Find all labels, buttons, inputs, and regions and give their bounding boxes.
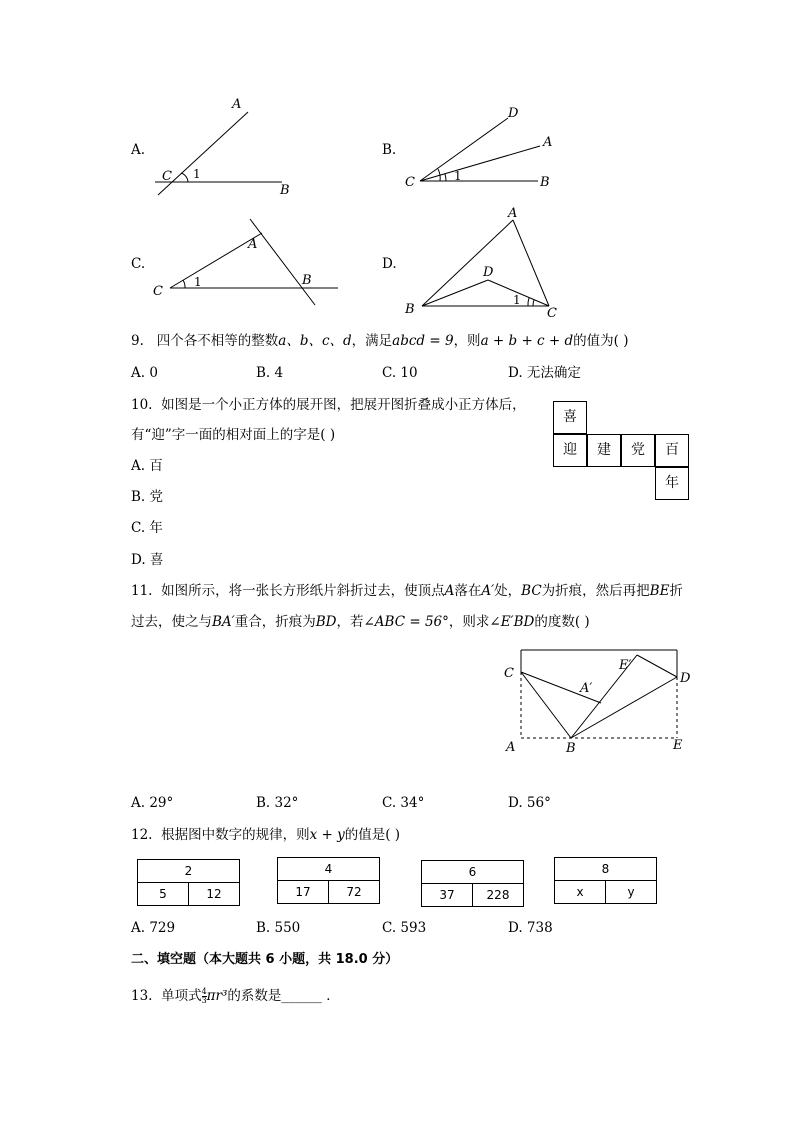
q13-stem: 13. 单项式 $\frac{4}{3}$ πr³的系数是______ ．: [131, 987, 340, 1005]
label-B: B: [405, 302, 415, 317]
net-cell-jian: 建: [587, 434, 621, 467]
q9-option-a: A. 0: [131, 365, 158, 381]
option-c-label: C.: [131, 256, 146, 272]
q11-stem-line2: 过去，使之与BA′重合，折痕为BD，若∠ABC = 56°，则求∠E′BD的度数( ): [131, 614, 590, 630]
pattern-table: 2 5 12: [137, 859, 240, 906]
q12-option-b: B. 550: [256, 920, 301, 936]
net-cell-nian: 年: [655, 467, 689, 500]
label-D: D: [680, 671, 691, 686]
answer-blank[interactable]: ______: [281, 988, 322, 1004]
label-A: A: [248, 237, 258, 252]
label-C: C: [162, 169, 172, 184]
pattern-table: 6 37 228: [421, 860, 524, 907]
label-B: B: [566, 741, 576, 756]
label-D: D: [483, 265, 494, 280]
q12-option-a: A. 729: [131, 920, 176, 936]
label-B: B: [302, 273, 312, 288]
option-b-label: B.: [382, 142, 397, 158]
q11-option-d: D. 56°: [508, 795, 551, 811]
angle-1: 1: [194, 275, 202, 289]
label-B: B: [280, 183, 290, 198]
q9-option-d: D. 无法确定: [508, 365, 581, 381]
net-cell-xi: 喜: [553, 401, 587, 434]
q12-option-d: D. 738: [508, 920, 553, 936]
label-E: E: [673, 738, 683, 753]
q11-stem-line1: 11. 如图所示，将一张长方形纸片斜折过去，使顶点A落在A′处，BC为折痕，然后再把BE折: [131, 583, 683, 599]
q11-option-a: A. 29°: [131, 795, 174, 811]
angle-1: 1: [193, 167, 201, 181]
label-D: D: [508, 106, 519, 121]
label-A: A: [508, 206, 518, 221]
pattern-table: 8 x y: [554, 857, 657, 904]
q11-option-b: B. 32°: [256, 795, 299, 811]
label-E-prime: E′: [619, 658, 632, 673]
q12-option-c: C. 593: [382, 920, 427, 936]
q9-option-c: C. 10: [382, 365, 418, 381]
net-cell-dang: 党: [621, 434, 655, 467]
label-A: A: [543, 135, 553, 150]
label-A: A: [232, 97, 242, 112]
fraction: $\frac{4}{3}$: [201, 987, 207, 1005]
pattern-table: 4 17 72: [277, 857, 380, 904]
label-C: C: [547, 306, 557, 321]
label-C: C: [504, 666, 514, 681]
q12-stem: 12. 根据图中数字的规律，则x + y的值是( ): [131, 827, 401, 843]
angle-1: 1: [513, 293, 521, 307]
label-B: B: [540, 175, 550, 190]
q10-option-b: B. 党: [131, 489, 164, 505]
section-heading: 二、填空题（本大题共 6 小题，共 18.0 分）: [131, 952, 399, 967]
q10-stem-line1: 10. 如图是一个小正方体的展开图，把展开图折叠成小正方体后，: [131, 397, 526, 413]
q11-option-c: C. 34°: [382, 795, 425, 811]
q10-option-d: D. 喜: [131, 552, 164, 568]
net-cell-ying: 迎: [553, 434, 587, 467]
angle-1: 1: [454, 169, 462, 183]
option-d-label: D.: [382, 256, 397, 272]
q9-stem: 9. 四个各不相等的整数a、b、c、d，满足abcd = 9，则a + b + c + d的值为( ): [131, 333, 629, 349]
label-C: C: [405, 175, 415, 190]
q10-option-c: C. 年: [131, 520, 163, 536]
net-cell-bai: 百: [655, 434, 689, 467]
label-A: A: [506, 740, 516, 755]
label-C: C: [153, 284, 163, 299]
q10-stem-line2: 有“迎”字一面的相对面上的字是( ): [131, 427, 336, 443]
q10-option-a: A. 百: [131, 458, 163, 474]
q9-option-b: B. 4: [256, 365, 284, 381]
option-a-label: A.: [131, 142, 146, 158]
label-A-prime: A′: [580, 681, 593, 696]
